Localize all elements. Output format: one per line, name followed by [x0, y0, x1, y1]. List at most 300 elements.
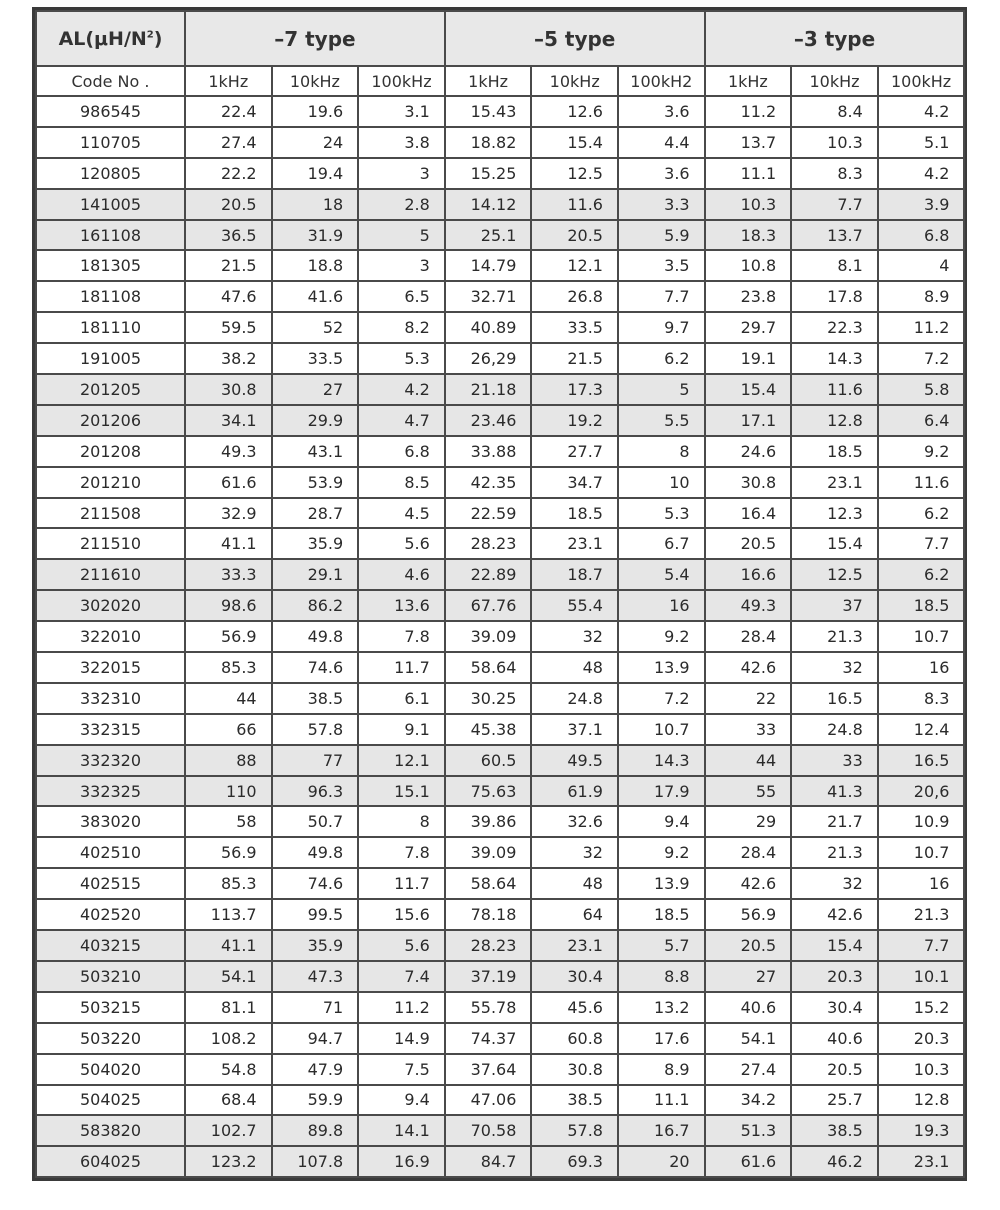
value-cell: 9.4 [618, 806, 705, 837]
table-row [36, 250, 964, 281]
value-cell: 15.4 [705, 374, 792, 405]
value-cell: 7.5 [358, 1054, 445, 1085]
value-cell: 32 [531, 621, 618, 652]
code-cell: 402510 [36, 837, 185, 868]
value-cell: 21.5 [185, 250, 272, 281]
value-cell: 8 [358, 806, 445, 837]
value-cell: 58 [185, 806, 272, 837]
value-cell: 94.7 [272, 1023, 359, 1054]
value-cell: 22.89 [445, 559, 532, 590]
value-cell: 13.9 [618, 652, 705, 683]
freq-header: 1kHz [445, 66, 532, 96]
table-row [36, 1085, 964, 1116]
group-header-row [36, 11, 964, 66]
table-row [36, 343, 964, 374]
value-cell: 17.9 [618, 776, 705, 807]
value-cell: 81.1 [185, 992, 272, 1023]
value-cell: 54.8 [185, 1054, 272, 1085]
value-cell: 12.4 [878, 714, 965, 745]
value-cell: 7.7 [618, 281, 705, 312]
value-cell: 27 [705, 961, 792, 992]
code-cell: 504025 [36, 1085, 185, 1116]
value-cell: 68.4 [185, 1085, 272, 1116]
code-cell: 583820 [36, 1115, 185, 1146]
value-cell: 53.9 [272, 467, 359, 498]
value-cell: 50.7 [272, 806, 359, 837]
value-cell: 57.8 [531, 1115, 618, 1146]
value-cell: 37.1 [531, 714, 618, 745]
value-cell: 32 [791, 868, 878, 899]
value-cell: 19.2 [531, 405, 618, 436]
value-cell: 28.23 [445, 528, 532, 559]
table-row [36, 498, 964, 529]
code-cell: 191005 [36, 343, 185, 374]
value-cell: 21.5 [531, 343, 618, 374]
code-cell: 110705 [36, 127, 185, 158]
value-cell: 4.2 [878, 96, 965, 127]
frequency-header-row [36, 66, 964, 96]
table-row [36, 899, 964, 930]
value-cell: 15.4 [531, 127, 618, 158]
value-cell: 6.1 [358, 683, 445, 714]
value-cell: 17.8 [791, 281, 878, 312]
value-cell: 18.82 [445, 127, 532, 158]
value-cell: 38.5 [791, 1115, 878, 1146]
value-cell: 6.8 [358, 436, 445, 467]
value-cell: 13.2 [618, 992, 705, 1023]
value-cell: 45.6 [531, 992, 618, 1023]
value-cell: 22.4 [185, 96, 272, 127]
value-cell: 75.63 [445, 776, 532, 807]
value-cell: 74.6 [272, 652, 359, 683]
value-cell: 15.1 [358, 776, 445, 807]
table-row [36, 1146, 964, 1177]
value-cell: 56.9 [185, 621, 272, 652]
value-cell: 15.43 [445, 96, 532, 127]
value-cell: 74.6 [272, 868, 359, 899]
value-cell: 33 [705, 714, 792, 745]
value-cell: 42.6 [791, 899, 878, 930]
value-cell: 77 [272, 745, 359, 776]
value-cell: 61.6 [705, 1146, 792, 1177]
value-cell: 10.7 [878, 837, 965, 868]
code-cell: 402515 [36, 868, 185, 899]
value-cell: 66 [185, 714, 272, 745]
table-row [36, 158, 964, 189]
value-cell: 42.35 [445, 467, 532, 498]
value-cell: 60.5 [445, 745, 532, 776]
value-cell: 15.6 [358, 899, 445, 930]
value-cell: 40.89 [445, 312, 532, 343]
value-cell: 45.38 [445, 714, 532, 745]
value-cell: 32.9 [185, 498, 272, 529]
value-cell: 37.19 [445, 961, 532, 992]
value-cell: 69.3 [531, 1146, 618, 1177]
code-cell: 201208 [36, 436, 185, 467]
value-cell: 32.71 [445, 281, 532, 312]
value-cell: 99.5 [272, 899, 359, 930]
value-cell: 11.7 [358, 652, 445, 683]
value-cell: 43.1 [272, 436, 359, 467]
code-cell: 604025 [36, 1146, 185, 1177]
value-cell: 12.3 [791, 498, 878, 529]
value-cell: 84.7 [445, 1146, 532, 1177]
value-cell: 6.8 [878, 220, 965, 251]
code-cell: 332320 [36, 745, 185, 776]
value-cell: 19.6 [272, 96, 359, 127]
value-cell: 7.8 [358, 621, 445, 652]
value-cell: 28.4 [705, 621, 792, 652]
value-cell: 30.8 [705, 467, 792, 498]
value-cell: 5.6 [358, 930, 445, 961]
value-cell: 46.2 [791, 1146, 878, 1177]
value-cell: 5.4 [618, 559, 705, 590]
value-cell: 12.8 [878, 1085, 965, 1116]
table-row [36, 714, 964, 745]
value-cell: 20.5 [705, 930, 792, 961]
value-cell: 36.5 [185, 220, 272, 251]
value-cell: 18.5 [531, 498, 618, 529]
value-cell: 3.6 [618, 158, 705, 189]
code-cell: 332325 [36, 776, 185, 807]
value-cell: 30.4 [531, 961, 618, 992]
value-cell: 102.7 [185, 1115, 272, 1146]
value-cell: 9.2 [618, 621, 705, 652]
value-cell: 10.7 [618, 714, 705, 745]
value-cell: 10.8 [705, 250, 792, 281]
value-cell: 5.3 [358, 343, 445, 374]
value-cell: 18.5 [878, 590, 965, 621]
value-cell: 5.9 [618, 220, 705, 251]
value-cell: 8.3 [878, 683, 965, 714]
freq-header: 10kHz [531, 66, 618, 96]
value-cell: 34.1 [185, 405, 272, 436]
table-row [36, 528, 964, 559]
freq-header: 10kHz [272, 66, 359, 96]
value-cell: 20.5 [531, 220, 618, 251]
value-cell: 5 [618, 374, 705, 405]
value-cell: 33.88 [445, 436, 532, 467]
value-cell: 22.59 [445, 498, 532, 529]
table-row [36, 189, 964, 220]
value-cell: 9.4 [358, 1085, 445, 1116]
value-cell: 6.2 [618, 343, 705, 374]
value-cell: 67.76 [445, 590, 532, 621]
value-cell: 41.6 [272, 281, 359, 312]
value-cell: 27.4 [185, 127, 272, 158]
value-cell: 14.3 [791, 343, 878, 374]
value-cell: 4.6 [358, 559, 445, 590]
table-row [36, 281, 964, 312]
value-cell: 5.5 [618, 405, 705, 436]
table-row [36, 992, 964, 1023]
value-cell: 56.9 [185, 837, 272, 868]
value-cell: 23.1 [531, 528, 618, 559]
value-cell: 23.1 [878, 1146, 965, 1177]
value-cell: 32 [531, 837, 618, 868]
value-cell: 17.1 [705, 405, 792, 436]
code-cell: 402520 [36, 899, 185, 930]
value-cell: 54.1 [705, 1023, 792, 1054]
value-cell: 7.2 [618, 683, 705, 714]
table-row [36, 312, 964, 343]
value-cell: 49.3 [705, 590, 792, 621]
value-cell: 11.6 [531, 189, 618, 220]
table-row [36, 776, 964, 807]
value-cell: 10.3 [705, 189, 792, 220]
value-cell: 3.8 [358, 127, 445, 158]
value-cell: 4.7 [358, 405, 445, 436]
value-cell: 49.8 [272, 837, 359, 868]
value-cell: 85.3 [185, 868, 272, 899]
value-cell: 40.6 [791, 1023, 878, 1054]
value-cell: 40.6 [705, 992, 792, 1023]
value-cell: 55 [705, 776, 792, 807]
value-cell: 123.2 [185, 1146, 272, 1177]
value-cell: 7.4 [358, 961, 445, 992]
value-cell: 5.8 [878, 374, 965, 405]
value-cell: 16.4 [705, 498, 792, 529]
value-cell: 86.2 [272, 590, 359, 621]
value-cell: 16 [618, 590, 705, 621]
table-row [36, 961, 964, 992]
value-cell: 3.5 [618, 250, 705, 281]
value-cell: 44 [705, 745, 792, 776]
value-cell: 10.9 [878, 806, 965, 837]
unit-superscript: 2 [146, 29, 154, 41]
table-row [36, 405, 964, 436]
value-cell: 13.6 [358, 590, 445, 621]
value-cell: 42.6 [705, 868, 792, 899]
freq-header: 100kH2 [618, 66, 705, 96]
value-cell: 47.9 [272, 1054, 359, 1085]
freq-header: 10kHz [791, 66, 878, 96]
value-cell: 12.1 [531, 250, 618, 281]
value-cell: 59.5 [185, 312, 272, 343]
value-cell: 16.5 [878, 745, 965, 776]
value-cell: 27.4 [705, 1054, 792, 1085]
table-row [36, 1115, 964, 1146]
value-cell: 6.2 [878, 498, 965, 529]
code-cell: 161108 [36, 220, 185, 251]
value-cell: 22.2 [185, 158, 272, 189]
code-cell: 503210 [36, 961, 185, 992]
value-cell: 3 [358, 158, 445, 189]
group-header-3-type: –3 type [705, 11, 965, 66]
value-cell: 30.4 [791, 992, 878, 1023]
value-cell: 74.37 [445, 1023, 532, 1054]
value-cell: 12.5 [531, 158, 618, 189]
value-cell: 29.7 [705, 312, 792, 343]
value-cell: 4.4 [618, 127, 705, 158]
value-cell: 20 [618, 1146, 705, 1177]
value-cell: 39.09 [445, 837, 532, 868]
value-cell: 13.9 [618, 868, 705, 899]
value-cell: 19.1 [705, 343, 792, 374]
code-cell: 211510 [36, 528, 185, 559]
value-cell: 14.1 [358, 1115, 445, 1146]
value-cell: 16 [878, 868, 965, 899]
value-cell: 47.6 [185, 281, 272, 312]
freq-header: 1kHz [185, 66, 272, 96]
value-cell: 41.1 [185, 528, 272, 559]
value-cell: 89.8 [272, 1115, 359, 1146]
value-cell: 23.1 [791, 467, 878, 498]
value-cell: 38.5 [272, 683, 359, 714]
value-cell: 37.64 [445, 1054, 532, 1085]
table-row [36, 559, 964, 590]
al-table-frame [32, 7, 967, 1181]
value-cell: 23.46 [445, 405, 532, 436]
code-cell: 332310 [36, 683, 185, 714]
value-cell: 20.3 [791, 961, 878, 992]
table-row [36, 837, 964, 868]
value-cell: 7.7 [878, 930, 965, 961]
value-cell: 8 [618, 436, 705, 467]
code-cell: 120805 [36, 158, 185, 189]
group-header-7-type: –7 type [185, 11, 445, 66]
unit-label: AL(μH/N [58, 27, 147, 50]
code-cell: 302020 [36, 590, 185, 621]
table-row [36, 127, 964, 158]
value-cell: 56.9 [705, 899, 792, 930]
value-cell: 47.06 [445, 1085, 532, 1116]
table-row [36, 590, 964, 621]
value-cell: 4 [878, 250, 965, 281]
code-cell: 322015 [36, 652, 185, 683]
value-cell: 21.3 [878, 899, 965, 930]
freq-header: 1kHz [705, 66, 792, 96]
code-cell: 403215 [36, 930, 185, 961]
value-cell: 33 [791, 745, 878, 776]
value-cell: 110 [185, 776, 272, 807]
value-cell: 29.9 [272, 405, 359, 436]
code-cell: 181110 [36, 312, 185, 343]
al-value-table [35, 10, 965, 1178]
table-body [36, 96, 964, 1177]
value-cell: 7.7 [791, 189, 878, 220]
value-cell: 17.3 [531, 374, 618, 405]
value-cell: 11.6 [791, 374, 878, 405]
value-cell: 10.1 [878, 961, 965, 992]
code-cell: 201205 [36, 374, 185, 405]
value-cell: 16.7 [618, 1115, 705, 1146]
value-cell: 5.3 [618, 498, 705, 529]
value-cell: 9.1 [358, 714, 445, 745]
value-cell: 21.7 [791, 806, 878, 837]
value-cell: 34.7 [531, 467, 618, 498]
value-cell: 15.4 [791, 930, 878, 961]
value-cell: 71 [272, 992, 359, 1023]
value-cell: 7.2 [878, 343, 965, 374]
value-cell: 32 [791, 652, 878, 683]
value-cell: 33.3 [185, 559, 272, 590]
value-cell: 11.1 [618, 1085, 705, 1116]
code-cell: 332315 [36, 714, 185, 745]
code-cell: 201210 [36, 467, 185, 498]
table-row [36, 745, 964, 776]
value-cell: 12.5 [791, 559, 878, 590]
value-cell: 113.7 [185, 899, 272, 930]
table-row [36, 930, 964, 961]
value-cell: 98.6 [185, 590, 272, 621]
value-cell: 8.9 [618, 1054, 705, 1085]
value-cell: 19.4 [272, 158, 359, 189]
value-cell: 21.18 [445, 374, 532, 405]
value-cell: 14.9 [358, 1023, 445, 1054]
value-cell: 33.5 [272, 343, 359, 374]
table-row [36, 1023, 964, 1054]
table-row [36, 806, 964, 837]
value-cell: 24.8 [791, 714, 878, 745]
table-row [36, 467, 964, 498]
value-cell: 8.4 [791, 96, 878, 127]
value-cell: 6.5 [358, 281, 445, 312]
value-cell: 18 [272, 189, 359, 220]
value-cell: 32.6 [531, 806, 618, 837]
value-cell: 14.12 [445, 189, 532, 220]
value-cell: 37 [791, 590, 878, 621]
value-cell: 27 [272, 374, 359, 405]
value-cell: 38.5 [531, 1085, 618, 1116]
value-cell: 10.3 [791, 127, 878, 158]
value-cell: 55.4 [531, 590, 618, 621]
value-cell: 11.2 [705, 96, 792, 127]
value-cell: 26,29 [445, 343, 532, 374]
value-cell: 96.3 [272, 776, 359, 807]
value-cell: 8.2 [358, 312, 445, 343]
value-cell: 5 [358, 220, 445, 251]
value-cell: 8.1 [791, 250, 878, 281]
value-cell: 30.8 [185, 374, 272, 405]
value-cell: 61.9 [531, 776, 618, 807]
value-cell: 51.3 [705, 1115, 792, 1146]
value-cell: 21.3 [791, 621, 878, 652]
value-cell: 2.8 [358, 189, 445, 220]
value-cell: 19.3 [878, 1115, 965, 1146]
value-cell: 49.5 [531, 745, 618, 776]
value-cell: 29.1 [272, 559, 359, 590]
value-cell: 13.7 [791, 220, 878, 251]
value-cell: 58.64 [445, 868, 532, 899]
value-cell: 6.2 [878, 559, 965, 590]
value-cell: 30.25 [445, 683, 532, 714]
code-cell: 181108 [36, 281, 185, 312]
value-cell: 85.3 [185, 652, 272, 683]
table-row [36, 96, 964, 127]
code-cell: 201206 [36, 405, 185, 436]
value-cell: 8.5 [358, 467, 445, 498]
value-cell: 20.5 [791, 1054, 878, 1085]
value-cell: 3.6 [618, 96, 705, 127]
value-cell: 60.8 [531, 1023, 618, 1054]
value-cell: 28.7 [272, 498, 359, 529]
value-cell: 18.5 [791, 436, 878, 467]
value-cell: 3.1 [358, 96, 445, 127]
value-cell: 24.8 [531, 683, 618, 714]
table-row [36, 1054, 964, 1085]
value-cell: 28.4 [705, 837, 792, 868]
value-cell: 18.7 [531, 559, 618, 590]
value-cell: 25.7 [791, 1085, 878, 1116]
value-cell: 7.8 [358, 837, 445, 868]
freq-header: 100kHz [358, 66, 445, 96]
code-no-header: Code No . [36, 66, 185, 96]
table-row [36, 374, 964, 405]
value-cell: 42.6 [705, 652, 792, 683]
table-row [36, 621, 964, 652]
value-cell: 55.78 [445, 992, 532, 1023]
